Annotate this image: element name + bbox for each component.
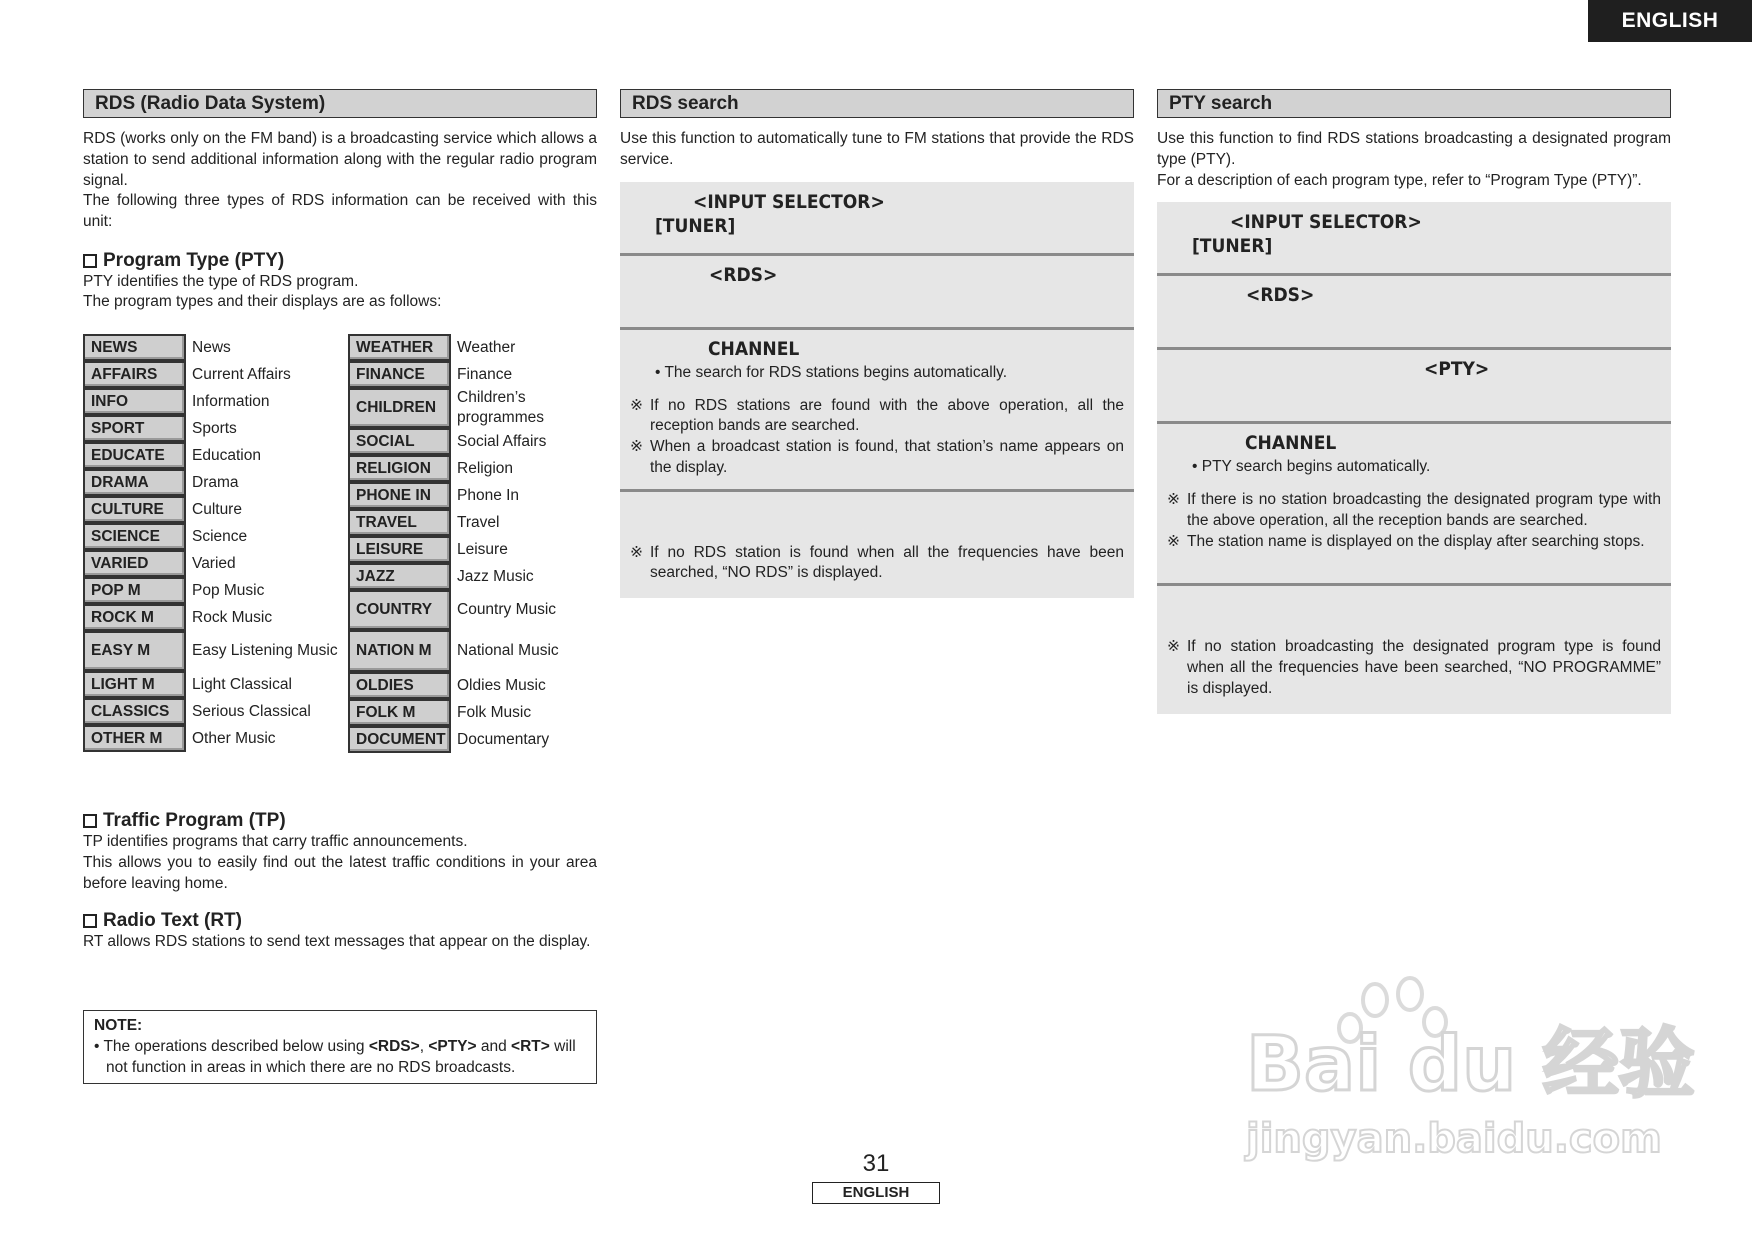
- note-box: [83, 1010, 597, 1084]
- section-title-rds: RDS (Radio Data System): [83, 89, 597, 118]
- rt-text: RT allows RDS stations to send text messages that appear on the display.: [83, 933, 591, 951]
- pty-code: JAZZ: [348, 563, 451, 590]
- pty-row: [348, 455, 587, 482]
- pty-code: AFFAIRS: [83, 361, 186, 388]
- pty-row: [83, 523, 342, 550]
- tuner-key: [TUNER]: [655, 214, 736, 237]
- pty-description: Science: [192, 527, 248, 545]
- channel-note: • The search for RDS stations begins automatically.: [655, 363, 1008, 381]
- tuner-key: [TUNER]: [1192, 235, 1273, 258]
- pty-row: [83, 631, 342, 671]
- checkbox-icon: [83, 814, 97, 828]
- pty-code: EASY M: [83, 631, 186, 671]
- pty-description: Serious Classical: [192, 702, 311, 720]
- pty-description: Phone In: [457, 486, 520, 504]
- tp-section: [83, 810, 597, 953]
- pty-code: INFO: [83, 388, 186, 415]
- pty-row: [83, 469, 342, 496]
- pty-row: [348, 388, 587, 428]
- rds-key: <RDS>: [1246, 284, 1315, 307]
- pty-code: OTHER M: [83, 725, 186, 752]
- pty-row: [348, 509, 587, 536]
- pty-code: COUNTRY: [348, 590, 451, 630]
- pty-code: NATION M: [348, 630, 451, 672]
- pty-heading-text: Program Type (PTY): [103, 249, 285, 271]
- pty-description: Pop Music: [192, 581, 265, 599]
- tp-heading-text: Traffic Program (TP): [103, 810, 286, 831]
- rds-search-column: [620, 89, 1134, 598]
- pty-description: News: [192, 338, 231, 356]
- tp-heading: [83, 810, 597, 832]
- pty-row: [348, 334, 587, 361]
- pty-row: [83, 361, 342, 388]
- pty-row: [348, 699, 587, 726]
- pty-row: [83, 698, 342, 725]
- pty-description: Religion: [457, 459, 514, 477]
- pty-description: Drama: [192, 473, 239, 491]
- rds-search-note-3: ※ If no RDS station is found when all the frequencies have been searched, “NO RDS” is displayed.: [630, 543, 1124, 582]
- pty-row: [348, 361, 587, 388]
- pty-code: DOCUMENT: [348, 726, 451, 753]
- pty-search-note-2: ※ The station name is displayed on the display after searching stops.: [1167, 532, 1645, 550]
- pty-description: Education: [192, 446, 261, 464]
- pty-row: [348, 428, 587, 455]
- pty-row: [83, 550, 342, 577]
- pty-description: Social Affairs: [457, 432, 547, 450]
- rds-search-intro: Use this function to automatically tune to FM stations that provide the RDS service.: [620, 130, 1134, 168]
- channel-key: CHANNEL: [1245, 432, 1337, 455]
- pty-text: PTY identifies the type of RDS program. The program types and their displays are as follows:: [83, 272, 442, 311]
- section-title-rds-search: RDS search: [620, 89, 1134, 118]
- step-rds: [1157, 276, 1671, 350]
- pty-code: WEATHER: [348, 334, 451, 361]
- pty-search-column: [1157, 89, 1671, 714]
- rds-search-steps: [620, 182, 1134, 598]
- pty-code: PHONE IN: [348, 482, 451, 509]
- pty-description: Easy Listening Music: [192, 642, 338, 659]
- input-selector-key: <INPUT SELECTOR>: [693, 190, 885, 213]
- pty-row: [348, 672, 587, 699]
- rds-search-note-2: ※ When a broadcast station is found, that station’s name appears on the display.: [630, 438, 1124, 476]
- pty-description: Travel: [457, 513, 500, 531]
- pty-row: [83, 577, 342, 604]
- pty-row: [83, 334, 342, 361]
- svg-text:jingyan.baidu.com: jingyan.baidu.com: [1246, 1116, 1662, 1162]
- pty-description: Light Classical: [192, 675, 292, 693]
- pty-row: [83, 415, 342, 442]
- pty-description: Other Music: [192, 729, 276, 747]
- pty-code: OLDIES: [348, 672, 451, 699]
- step-pty: [1157, 350, 1671, 424]
- pty-row: [83, 671, 342, 698]
- note-title: NOTE:: [94, 1017, 143, 1034]
- rds-search-notes: [630, 396, 1124, 479]
- rds-key: <RDS>: [709, 263, 778, 286]
- rds-column: [83, 89, 597, 313]
- pty-description: Folk Music: [457, 703, 532, 721]
- page-number: 31: [862, 1150, 890, 1177]
- pty-search-notes: [1167, 490, 1661, 552]
- pty-code: LEISURE: [348, 536, 451, 563]
- pty-code: CULTURE: [83, 496, 186, 523]
- pty-description: Weather: [457, 338, 516, 356]
- note-text: • The operations described below using <RDS>, <PTY> and <RT> will not function in areas in which there are no RDS broadcasts.: [94, 1038, 576, 1076]
- pty-row: [348, 536, 587, 563]
- step-rds: [620, 256, 1134, 330]
- pty-code: LIGHT M: [83, 671, 186, 698]
- step-no-rds: [620, 492, 1134, 598]
- pty-description: Jazz Music: [457, 567, 534, 585]
- rt-heading-text: Radio Text (RT): [103, 910, 242, 932]
- input-selector-key: <INPUT SELECTOR>: [1230, 211, 1422, 234]
- pty-search-intro: Use this function to find RDS stations broadcasting a designated program type (PTY). For a description of each program type, refer to “Program Type (PTY)”.: [1157, 130, 1671, 189]
- pty-row: [348, 726, 587, 753]
- svg-text:Bai du 经验: Bai du 经验: [1246, 1019, 1695, 1108]
- pty-code: CLASSICS: [83, 698, 186, 725]
- pty-description: National Music: [457, 642, 559, 659]
- checkbox-icon: [83, 914, 97, 928]
- pty-search-steps: [1157, 202, 1671, 714]
- step-input-selector: [1157, 202, 1671, 276]
- rds-search-note-1: ※ If no RDS stations are found with the above operation, all the reception bands are searched.: [630, 396, 1124, 435]
- footer-language-label: ENGLISH: [812, 1182, 940, 1204]
- pty-code: SOCIAL: [348, 428, 451, 455]
- pty-description: Rock Music: [192, 608, 273, 626]
- pty-code: ROCK M: [83, 604, 186, 631]
- pty-row: [83, 496, 342, 523]
- pty-row: [83, 604, 342, 631]
- pty-description: Documentary: [457, 730, 550, 748]
- rds-intro: RDS (works only on the FM band) is a broadcasting service which allows a station to send additional information along with the regular radio program signal. The following three types of RDS information can be received with this unit:: [83, 130, 597, 231]
- pty-row: [83, 388, 342, 415]
- pty-code: SPORT: [83, 415, 186, 442]
- pty-row: [83, 442, 342, 469]
- pty-description: Sports: [192, 419, 237, 437]
- paw-icon: [1240, 980, 1695, 1170]
- language-tab: ENGLISH: [1588, 0, 1752, 42]
- pty-description: Leisure: [457, 540, 508, 558]
- checkbox-icon: [83, 254, 97, 268]
- step-channel: [620, 330, 1134, 492]
- pty-row: [83, 725, 342, 752]
- channel-note: • PTY search begins automatically.: [1192, 458, 1431, 476]
- pty-description: Varied: [192, 554, 236, 572]
- pty-code: SCIENCE: [83, 523, 186, 550]
- pty-description: Information: [192, 392, 270, 410]
- step-no-programme: [1157, 586, 1671, 714]
- pty-code: TRAVEL: [348, 509, 451, 536]
- pty-search-note-1: ※ If there is no station broadcasting the designated program type with the above operation, all the reception bands are searched.: [1167, 491, 1661, 530]
- pty-code: VARIED: [83, 550, 186, 577]
- pty-code: POP M: [83, 577, 186, 604]
- pty-code: CHILDREN: [348, 388, 451, 428]
- pty-description: Oldies Music: [457, 676, 546, 694]
- pty-row: [348, 482, 587, 509]
- pty-code: FOLK M: [348, 699, 451, 726]
- pty-description: Country Music: [457, 601, 557, 618]
- watermark-logo: [1240, 980, 1695, 1170]
- pty-description: Children’s programmes: [457, 389, 544, 426]
- pty-search-note-3: ※ If no station broadcasting the designated program type is found when all the frequencies have been searched, “NO PROGRAMME” is displayed.: [1167, 638, 1661, 697]
- pty-heading: [83, 250, 597, 272]
- pty-code: EDUCATE: [83, 442, 186, 469]
- tp-text: TP identifies programs that carry traffic announcements. This allows you to easily find out the latest traffic conditions in your area before leaving home.: [83, 833, 597, 892]
- pty-description: Finance: [457, 365, 513, 383]
- pty-row: [348, 590, 587, 630]
- step-channel: [1157, 424, 1671, 586]
- channel-key: CHANNEL: [708, 337, 800, 360]
- step-input-selector: [620, 182, 1134, 256]
- section-title-pty-search: PTY search: [1157, 89, 1671, 118]
- pty-key: <PTY>: [1424, 358, 1490, 381]
- pty-row: [348, 630, 587, 672]
- pty-code: NEWS: [83, 334, 186, 361]
- pty-description: Current Affairs: [192, 365, 291, 383]
- pty-code: RELIGION: [348, 455, 451, 482]
- pty-code: FINANCE: [348, 361, 451, 388]
- pty-description: Culture: [192, 500, 242, 518]
- rt-heading: [83, 910, 597, 932]
- pty-row: [348, 563, 587, 590]
- pty-code: DRAMA: [83, 469, 186, 496]
